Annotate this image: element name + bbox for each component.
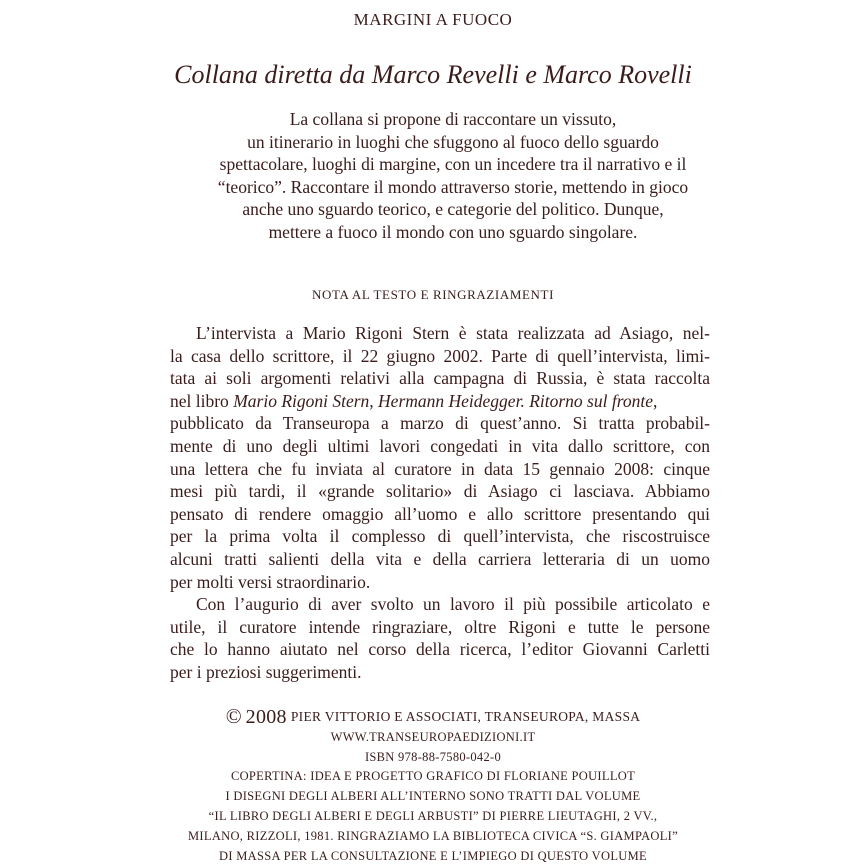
note-line: la casa dello scrittore, il 22 giugno 2002. Parte di quell’intervista, limi- xyxy=(170,345,710,366)
note-line: una lettera che fu inviata al curatore in data 15 gennaio 2008: cinque xyxy=(170,458,710,479)
note-line: che lo hanno aiutato nel corso della ricerca, l’editor Giovanni Carletti xyxy=(170,639,710,660)
publisher-website: WWW.TRANSEUROPAEDIZIONI.IT xyxy=(330,729,536,744)
colophon-line: COPERTINA: IDEA E PROGETTO GRAFICO DI FLORIANE POUILLOT xyxy=(230,769,636,784)
note-line: per i preziosi suggerimenti. xyxy=(170,661,362,682)
colophon-line: “IL LIBRO DEGLI ALBERI E DEGLI ARBUSTI” DI PIERRE LIEUTAGHI, 2 VV., xyxy=(208,808,658,823)
description-line: un itinerario in luoghi che sfuggono al fuoco dello sguardo xyxy=(247,131,659,152)
publisher-name: PIER VITTORIO E ASSOCIATI, TRANSEUROPA, MASSA xyxy=(290,709,641,724)
note-line: per molti versi straordinario. xyxy=(170,571,371,592)
description-line: “teorico”. Raccontare il mondo attraverso storie, mettendo in gioco xyxy=(217,176,689,197)
note-text: nel libro xyxy=(170,390,234,411)
note-line: per la prima volta il complesso di quell’intervista, che riscostruisce xyxy=(170,526,710,547)
description-line: spettacolare, luoghi di margine, con un incedere tra il narrativo e il xyxy=(219,154,687,174)
note-line: Con l’augurio di aver svolto un lavoro il più possibile articolato e xyxy=(196,594,710,615)
note-text: , xyxy=(653,390,658,411)
copyright-line xyxy=(0,704,866,728)
note-line: pubblicato da Transeuropa a marzo di quest’anno. Si tratta probabil- xyxy=(170,413,710,434)
series-description xyxy=(170,108,736,243)
colophon-line: MILANO, RIZZOLI, 1981. RINGRAZIAMO LA BIBLIOTECA CIVICA “S. GIAMPAOLI” xyxy=(188,828,678,843)
series-title: MARGINI A FUOCO xyxy=(353,10,513,29)
copyright-symbol: © xyxy=(225,704,242,728)
note-line: L’intervista a Mario Rigoni Stern è stata realizzata ad Asiago, nel- xyxy=(196,323,710,343)
note-line: mesi più tardi, il «grande solitario» di Asiago ci lasciava. Abbiamo xyxy=(170,481,710,502)
note-line: alcuni tratti salienti della vita e della carriera letteraria di un uomo xyxy=(170,548,710,569)
note-line-with-title xyxy=(170,390,710,413)
book-title: Mario Rigoni Stern, Hermann Heidegger. Ritorno sul fronte xyxy=(233,390,653,411)
isbn: ISBN 978-88-7580-042-0 xyxy=(364,749,502,764)
description-line: anche uno sguardo teorico, e categorie del politico. Dunque, xyxy=(242,199,664,219)
colophon-line: DI MASSA PER LA CONSULTAZIONE E L’IMPIEGO DI QUESTO VOLUME xyxy=(219,848,647,863)
colophon xyxy=(0,704,866,866)
note-heading: NOTA AL TESTO E RINGRAZIAMENTI xyxy=(311,287,555,302)
note-line: pensato di rendere omaggio all’uomo e allo scrittore presentando qui xyxy=(170,503,710,524)
colophon-line: I DISEGNI DEGLI ALBERI ALL’INTERNO SONO TRATTI DAL VOLUME xyxy=(225,789,641,804)
copyright-year: 2008 xyxy=(245,706,287,728)
note-line: utile, il curatore intende ringraziare, oltre Rigoni e tutte le persone xyxy=(170,616,710,637)
note-line: mente di uno degli ultimi lavori congedati in vita dallo scrittore, con xyxy=(170,435,710,456)
note-line: tata ai soli argomenti relativi alla campagna di Russia, è stata raccolta xyxy=(170,368,710,389)
description-line: La collana si propone di raccontare un vissuto, xyxy=(289,109,617,129)
note-body xyxy=(170,322,710,684)
description-line: mettere a fuoco il mondo con uno sguardo singolare. xyxy=(268,221,638,242)
series-editors: Collana diretta da Marco Revelli e Marco Rovelli xyxy=(174,60,692,89)
